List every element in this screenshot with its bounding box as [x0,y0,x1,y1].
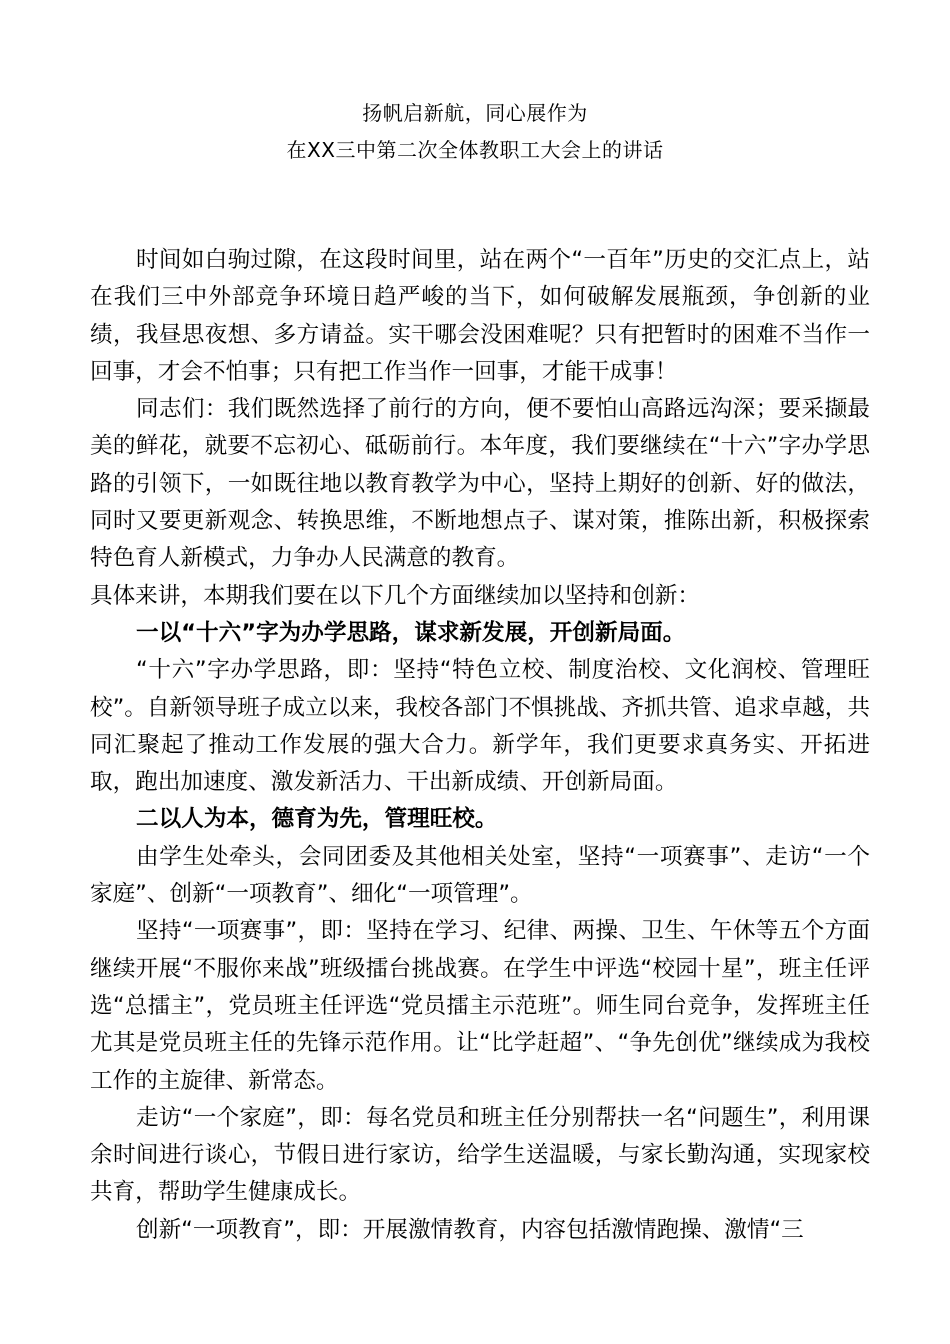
document-body [90,242,870,1249]
paragraph-competition: 坚持“一项赛事”，即：坚持在学习、纪律、两操、卫生、午休等五个方面继续开展“不服你来战”班级擂台挑战赛。在学生中评选“校园十星”，班主任评选“总擂主”，党员班主任评选“党员擂主示范班”。师生同台竞争，发挥班主任尤其是党员班主任的先锋示范作用。让“比学赶超”、“争先创优”继续成为我校工作的主旋律、新常态。 [90,918,870,1094]
document-title: 扬帆启新航，同心展作为 [362,101,588,125]
paragraph-education: 创新“一项教育”，即：开展激情教育，内容包括激情跑操、激情“三 [136,1216,804,1243]
document-subtitle: 在XX三中第二次全体教职工大会上的讲话 [286,138,664,162]
section-heading-2: 二以人为本，德育为先，管理旺校。 [136,806,498,833]
section-heading-1: 一以“十六”字为办学思路，谋求新发展，开创新局面。 [136,619,686,646]
paragraph-comrades: 同志们：我们既然选择了前行的方向，便不要怕山高路远沟深；要采撷最美的鲜花，就要不忘初心、砥砺前行。本年度，我们要继续在“十六”字办学思路的引领下，一如既往地以教育教学为中心，坚持上期好的创新、好的做法，同时又要更新观念、转换思维，不断地想点子、谋对策，推陈出新，积极探索特色育人新模式，力争办人民满意的教育。 [90,396,870,572]
paragraph-opening: 时间如白驹过隙，在这段时间里，站在两个“一百年”历史的交汇点上，站在我们三中外部竞争环境日趋严峻的当下，如何破解发展瓶颈，争创新的业绩，我昼思夜想、多方请益。实干哪会没困难呢？只有把暂时的困难不当作一回事，才会不怕事；只有把工作当作一回事，才能干成事！ [90,247,870,385]
paragraph-sixteen-words: “十六”字办学思路，即：坚持“特色立校、制度治校、文化润校、管理旺校”。自新领导班子成立以来，我校各部门不惧挑战、齐抓共管、追求卓越，共同汇聚起了推动工作发展的强大合力。新学年，我们更要求真务实、开拓进取，跑出加速度、激发新活力、干出新成绩、开创新局面。 [90,657,870,796]
paragraph-family-visit: 走访“一个家庭”，即：每名党员和班主任分别帮扶一名“问题生”，利用课余时间进行谈心，节假日进行家访，给学生送温暖，与家长勤沟通，实现家校共育，帮助学生健康成长。 [90,1104,870,1206]
paragraph-student-office: 由学生处牵头，会同团委及其他相关处室，坚持“一项赛事”、走访“一个家庭”、创新“一项教育”、细化“一项管理”。 [90,843,870,908]
paragraph-specifics: 具体来讲，本期我们要在以下几个方面继续加以坚持和创新： [90,582,701,609]
